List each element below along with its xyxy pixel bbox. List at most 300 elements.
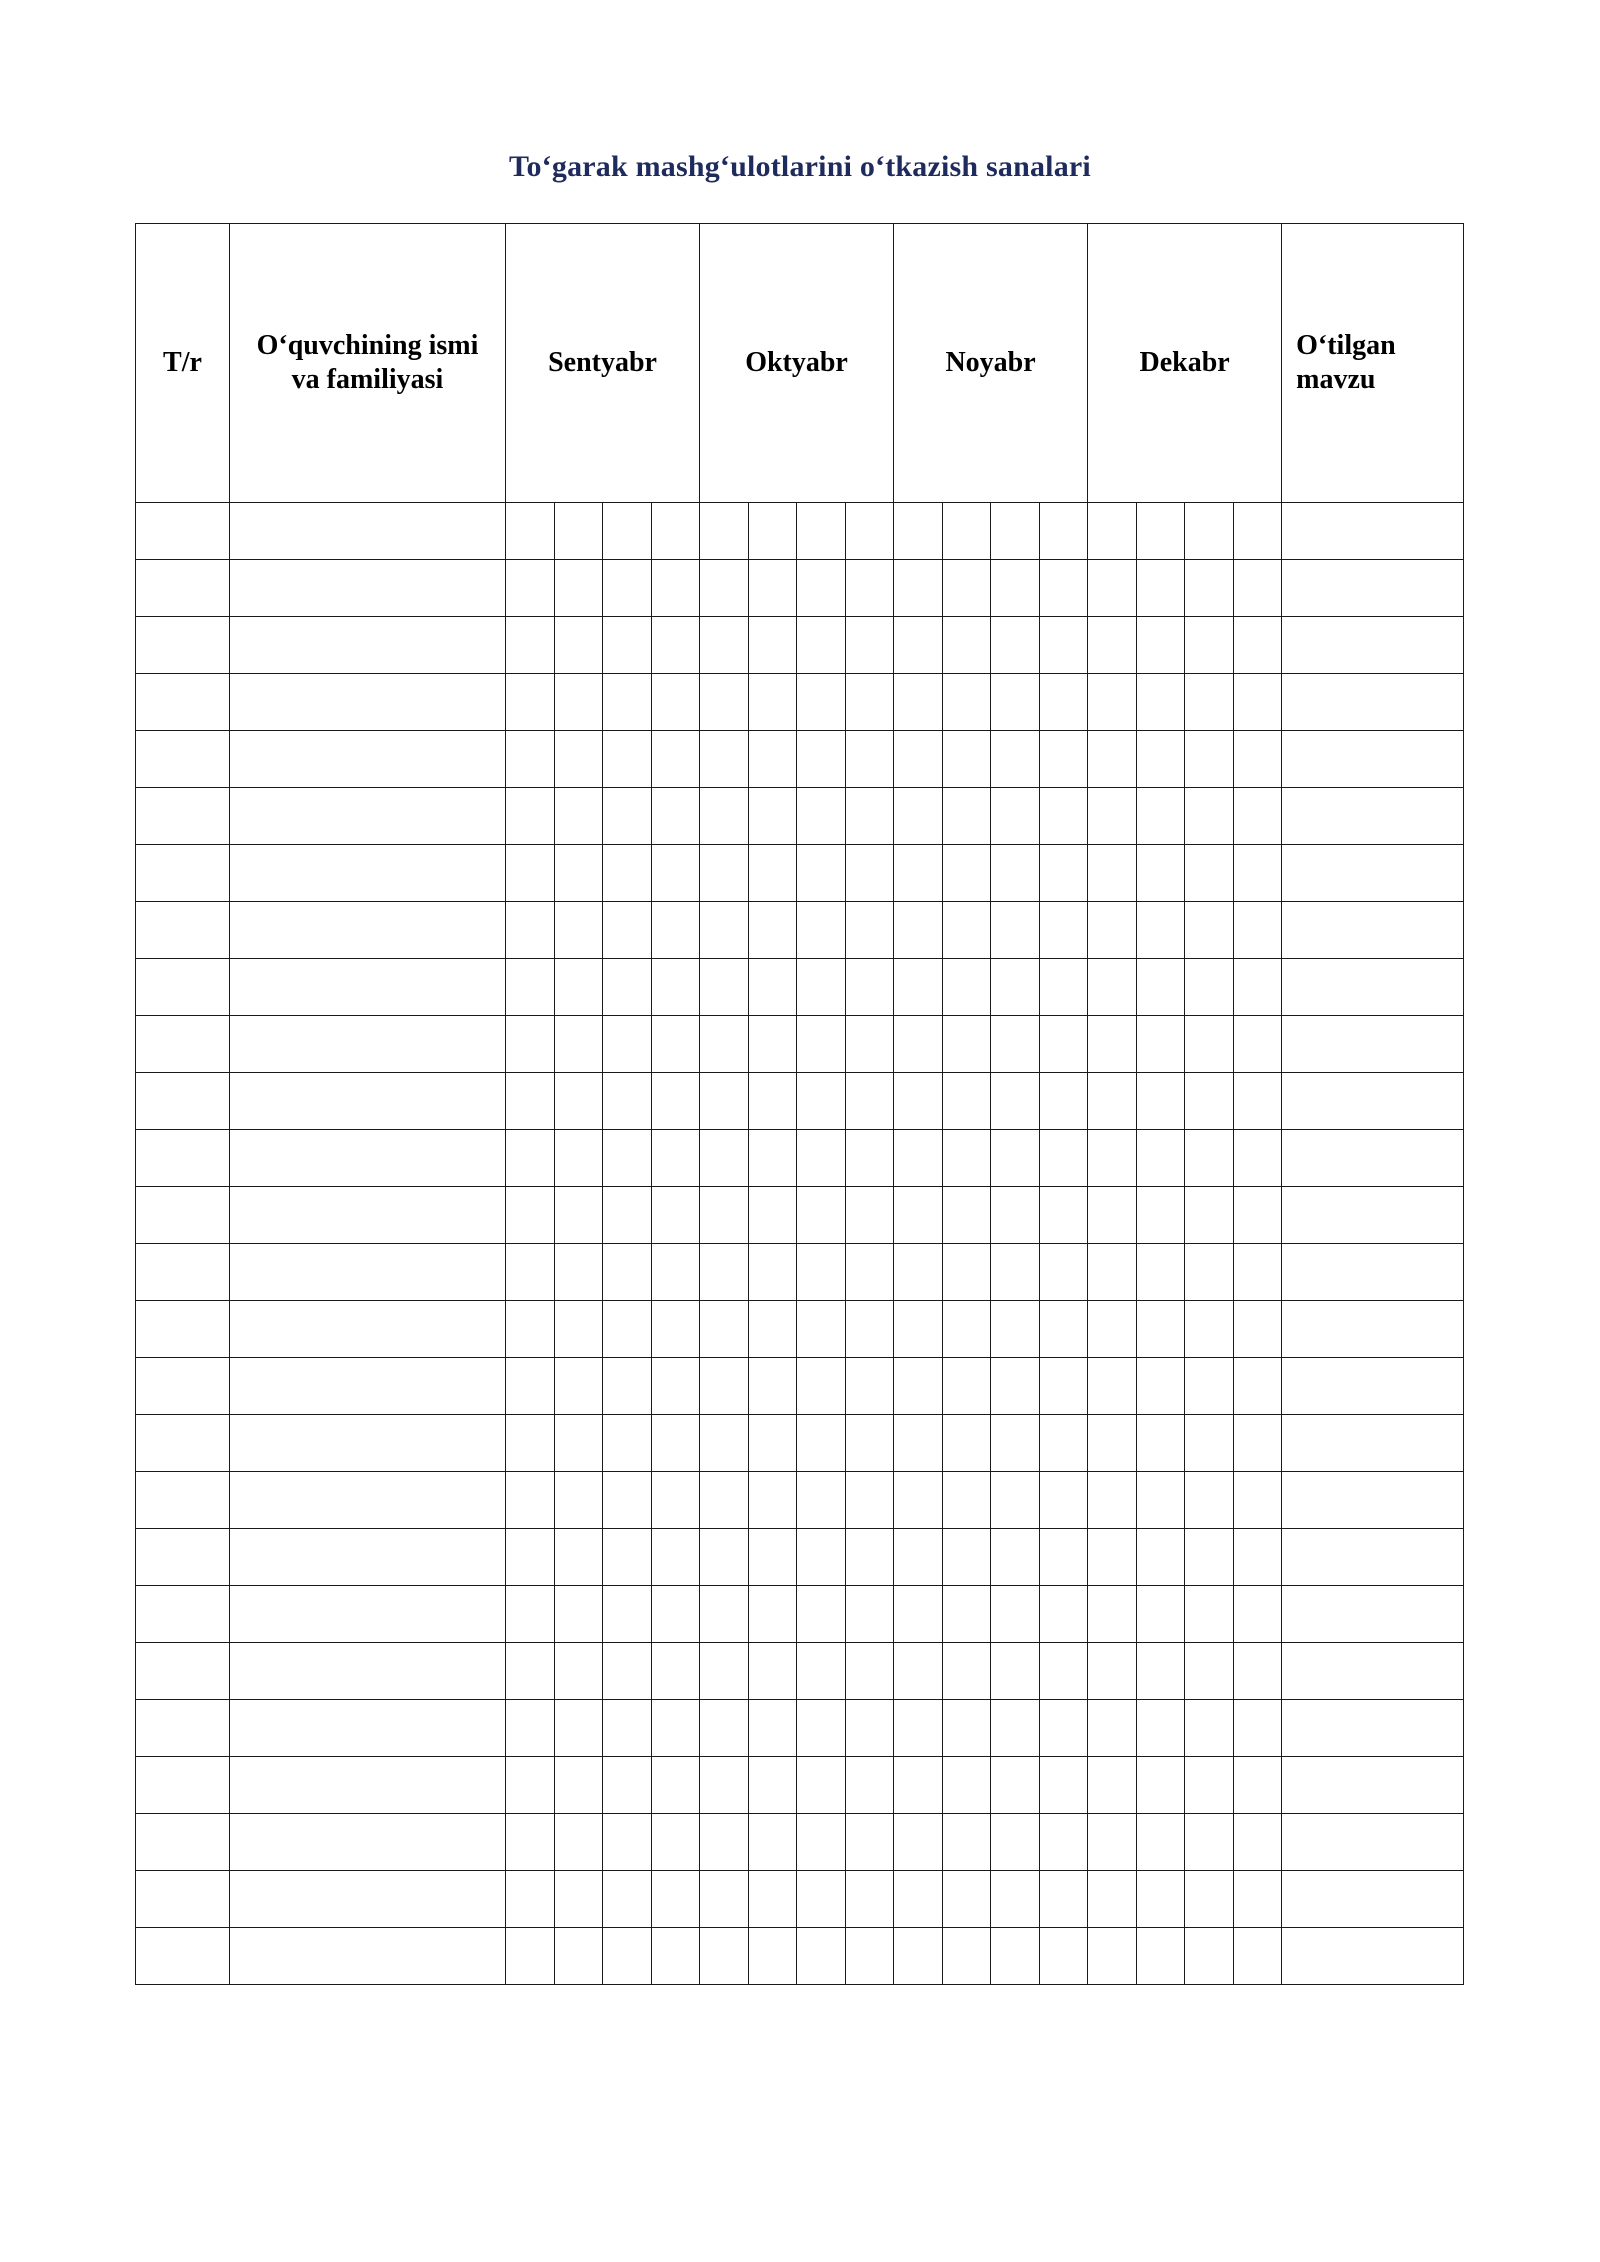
session-date-cell	[748, 845, 797, 902]
session-date-cell	[554, 1814, 603, 1871]
student-name-cell	[230, 1358, 506, 1415]
session-date-cell	[1088, 959, 1137, 1016]
session-date-cell	[1185, 674, 1234, 731]
session-date-cell	[991, 788, 1040, 845]
session-date-cell	[1233, 1928, 1282, 1985]
session-date-cell	[1088, 674, 1137, 731]
session-date-cell	[1185, 1586, 1234, 1643]
student-name-cell	[230, 1586, 506, 1643]
student-name-cell	[230, 1871, 506, 1928]
session-date-cell	[554, 845, 603, 902]
session-date-cell	[797, 1529, 846, 1586]
session-date-cell	[942, 1757, 991, 1814]
session-date-cell	[700, 788, 749, 845]
session-date-cell	[1088, 1643, 1137, 1700]
session-date-cell	[991, 1301, 1040, 1358]
session-date-cell	[748, 1529, 797, 1586]
session-date-cell	[603, 1814, 652, 1871]
session-date-cell	[748, 674, 797, 731]
session-date-cell	[651, 845, 700, 902]
row-number-cell	[136, 959, 230, 1016]
topic-cell	[1282, 1529, 1464, 1586]
session-date-cell	[797, 674, 846, 731]
session-date-cell	[1136, 1073, 1185, 1130]
session-date-cell	[1088, 1814, 1137, 1871]
session-date-cell	[1088, 1187, 1137, 1244]
topic-cell	[1282, 674, 1464, 731]
row-number-cell	[136, 1586, 230, 1643]
session-date-cell	[845, 1472, 894, 1529]
session-date-cell	[700, 1529, 749, 1586]
session-date-cell	[554, 674, 603, 731]
session-date-cell	[1136, 959, 1185, 1016]
session-date-cell	[991, 1928, 1040, 1985]
session-date-cell	[991, 902, 1040, 959]
session-date-cell	[845, 1643, 894, 1700]
session-date-cell	[845, 731, 894, 788]
topic-cell	[1282, 1472, 1464, 1529]
student-name-cell	[230, 1757, 506, 1814]
session-date-cell	[748, 959, 797, 1016]
session-date-cell	[1039, 959, 1088, 1016]
session-date-cell	[1233, 731, 1282, 788]
session-date-cell	[942, 560, 991, 617]
topic-cell	[1282, 1586, 1464, 1643]
session-date-cell	[554, 1073, 603, 1130]
session-date-cell	[797, 1244, 846, 1301]
session-date-cell	[554, 788, 603, 845]
row-number-cell	[136, 1814, 230, 1871]
session-date-cell	[748, 902, 797, 959]
session-date-cell	[700, 674, 749, 731]
session-date-cell	[1088, 1757, 1137, 1814]
session-date-cell	[1233, 845, 1282, 902]
student-name-cell	[230, 1643, 506, 1700]
session-date-cell	[942, 1244, 991, 1301]
session-date-cell	[1185, 845, 1234, 902]
session-date-cell	[845, 560, 894, 617]
session-date-cell	[845, 1871, 894, 1928]
session-date-cell	[942, 1928, 991, 1985]
session-date-cell	[603, 617, 652, 674]
session-date-cell	[942, 503, 991, 560]
table-row	[136, 959, 1464, 1016]
session-date-cell	[942, 617, 991, 674]
session-date-cell	[1185, 788, 1234, 845]
table-row	[136, 1643, 1464, 1700]
session-date-cell	[700, 1586, 749, 1643]
table-row	[136, 1871, 1464, 1928]
session-date-cell	[797, 902, 846, 959]
session-date-cell	[1039, 1358, 1088, 1415]
session-date-cell	[506, 1130, 555, 1187]
table-row	[136, 503, 1464, 560]
topic-cell	[1282, 1643, 1464, 1700]
session-date-cell	[651, 1757, 700, 1814]
session-date-cell	[991, 1073, 1040, 1130]
row-number-cell	[136, 1415, 230, 1472]
session-date-cell	[1136, 1187, 1185, 1244]
session-date-cell	[506, 959, 555, 1016]
session-date-cell	[700, 845, 749, 902]
session-date-cell	[603, 788, 652, 845]
session-date-cell	[1185, 1187, 1234, 1244]
row-number-cell	[136, 560, 230, 617]
session-date-cell	[1039, 1301, 1088, 1358]
table-row	[136, 731, 1464, 788]
session-date-cell	[1185, 1415, 1234, 1472]
session-date-cell	[506, 1928, 555, 1985]
session-date-cell	[1039, 617, 1088, 674]
topic-cell	[1282, 1358, 1464, 1415]
topic-cell	[1282, 503, 1464, 560]
session-date-cell	[1039, 1472, 1088, 1529]
session-date-cell	[942, 1871, 991, 1928]
session-date-cell	[506, 560, 555, 617]
session-date-cell	[991, 1472, 1040, 1529]
student-name-cell	[230, 503, 506, 560]
session-date-cell	[894, 1586, 943, 1643]
session-date-cell	[1136, 1415, 1185, 1472]
student-name-cell	[230, 1073, 506, 1130]
session-date-cell	[651, 674, 700, 731]
session-date-cell	[845, 1757, 894, 1814]
session-date-cell	[700, 1814, 749, 1871]
session-date-cell	[700, 1016, 749, 1073]
row-number-cell	[136, 1871, 230, 1928]
session-date-cell	[991, 845, 1040, 902]
session-date-cell	[651, 1415, 700, 1472]
session-date-cell	[700, 1871, 749, 1928]
session-date-cell	[506, 1415, 555, 1472]
row-number-cell	[136, 1073, 230, 1130]
table-row	[136, 674, 1464, 731]
session-date-cell	[506, 902, 555, 959]
session-date-cell	[1136, 1643, 1185, 1700]
table-row	[136, 1928, 1464, 1985]
header-student-name	[230, 224, 506, 503]
session-date-cell	[1233, 1586, 1282, 1643]
session-date-cell	[845, 1700, 894, 1757]
session-date-cell	[603, 1586, 652, 1643]
session-date-cell	[1185, 1757, 1234, 1814]
session-date-cell	[748, 1358, 797, 1415]
session-date-cell	[845, 1415, 894, 1472]
session-date-cell	[1233, 1871, 1282, 1928]
session-date-cell	[1233, 902, 1282, 959]
session-date-cell	[1233, 1016, 1282, 1073]
session-date-cell	[1039, 788, 1088, 845]
session-date-cell	[651, 560, 700, 617]
session-date-cell	[1233, 1187, 1282, 1244]
table-row	[136, 560, 1464, 617]
topic-cell	[1282, 1244, 1464, 1301]
session-date-cell	[1136, 1016, 1185, 1073]
session-date-cell	[942, 1700, 991, 1757]
session-date-cell	[1136, 1130, 1185, 1187]
session-date-cell	[797, 731, 846, 788]
session-date-cell	[700, 1073, 749, 1130]
session-date-cell	[894, 959, 943, 1016]
session-date-cell	[1233, 674, 1282, 731]
session-date-cell	[603, 1130, 652, 1187]
row-number-cell	[136, 674, 230, 731]
session-date-cell	[942, 674, 991, 731]
session-date-cell	[603, 1529, 652, 1586]
session-date-cell	[748, 1244, 797, 1301]
header-topic-line2: mavzu	[1296, 364, 1376, 395]
session-date-cell	[991, 674, 1040, 731]
session-date-cell	[1185, 503, 1234, 560]
header-month-oktyabr: Oktyabr	[700, 224, 894, 503]
session-date-cell	[991, 731, 1040, 788]
session-date-cell	[603, 560, 652, 617]
student-name-cell	[230, 1814, 506, 1871]
session-date-cell	[894, 731, 943, 788]
session-date-cell	[1233, 560, 1282, 617]
session-date-cell	[700, 1301, 749, 1358]
session-date-cell	[991, 617, 1040, 674]
session-date-cell	[845, 674, 894, 731]
session-date-cell	[506, 503, 555, 560]
topic-cell	[1282, 1928, 1464, 1985]
topic-cell	[1282, 902, 1464, 959]
session-date-cell	[748, 1871, 797, 1928]
row-number-cell	[136, 1472, 230, 1529]
session-date-cell	[1088, 1358, 1137, 1415]
session-date-cell	[797, 845, 846, 902]
row-number-cell	[136, 902, 230, 959]
topic-cell	[1282, 560, 1464, 617]
session-date-cell	[506, 1643, 555, 1700]
session-date-cell	[651, 503, 700, 560]
session-date-cell	[554, 1016, 603, 1073]
session-date-cell	[651, 1130, 700, 1187]
session-date-cell	[991, 1871, 1040, 1928]
header-topic	[1282, 224, 1464, 503]
session-date-cell	[894, 1700, 943, 1757]
session-date-cell	[1088, 1016, 1137, 1073]
table-row	[136, 1529, 1464, 1586]
table-row	[136, 1472, 1464, 1529]
session-date-cell	[603, 674, 652, 731]
session-date-cell	[797, 959, 846, 1016]
document-title: To‘garak mashg‘ulotlarini o‘tkazish sanalari	[509, 150, 1091, 183]
session-date-cell	[748, 1187, 797, 1244]
session-date-cell	[651, 1016, 700, 1073]
session-date-cell	[506, 788, 555, 845]
session-date-cell	[991, 1643, 1040, 1700]
session-date-cell	[797, 1073, 846, 1130]
session-date-cell	[1233, 1301, 1282, 1358]
session-date-cell	[1233, 1073, 1282, 1130]
topic-cell	[1282, 1187, 1464, 1244]
topic-cell	[1282, 1871, 1464, 1928]
table-row	[136, 1073, 1464, 1130]
session-date-cell	[797, 1643, 846, 1700]
session-date-cell	[1136, 1472, 1185, 1529]
session-date-cell	[1185, 1871, 1234, 1928]
session-date-cell	[554, 1586, 603, 1643]
session-date-cell	[700, 1415, 749, 1472]
table-row	[136, 1700, 1464, 1757]
session-date-cell	[1136, 1586, 1185, 1643]
session-date-cell	[1088, 560, 1137, 617]
session-date-cell	[1088, 1529, 1137, 1586]
session-date-cell	[845, 1187, 894, 1244]
session-date-cell	[1088, 617, 1137, 674]
session-date-cell	[506, 845, 555, 902]
session-date-cell	[603, 1472, 652, 1529]
session-date-cell	[1088, 1472, 1137, 1529]
session-date-cell	[603, 1871, 652, 1928]
session-date-cell	[894, 1358, 943, 1415]
session-date-cell	[797, 1700, 846, 1757]
session-date-cell	[700, 617, 749, 674]
row-number-cell	[136, 1700, 230, 1757]
session-date-cell	[700, 1187, 749, 1244]
session-date-cell	[894, 1871, 943, 1928]
session-date-cell	[942, 1529, 991, 1586]
session-date-cell	[1136, 902, 1185, 959]
session-date-cell	[942, 1187, 991, 1244]
session-date-cell	[1185, 731, 1234, 788]
session-date-cell	[1185, 1301, 1234, 1358]
table-row	[136, 902, 1464, 959]
session-date-cell	[554, 731, 603, 788]
header-month-dekabr: Dekabr	[1088, 224, 1282, 503]
session-date-cell	[845, 617, 894, 674]
row-number-cell	[136, 503, 230, 560]
student-name-cell	[230, 788, 506, 845]
session-date-cell	[1039, 1187, 1088, 1244]
header-number: T/r	[136, 224, 230, 503]
session-date-cell	[554, 1244, 603, 1301]
session-date-cell	[700, 560, 749, 617]
session-date-cell	[894, 1415, 943, 1472]
session-date-cell	[748, 1586, 797, 1643]
session-date-cell	[845, 503, 894, 560]
session-date-cell	[894, 1643, 943, 1700]
session-date-cell	[603, 902, 652, 959]
row-number-cell	[136, 1529, 230, 1586]
header-month-noyabr: Noyabr	[894, 224, 1088, 503]
student-name-cell	[230, 1928, 506, 1985]
topic-cell	[1282, 617, 1464, 674]
session-date-cell	[603, 1358, 652, 1415]
student-name-cell	[230, 1529, 506, 1586]
session-date-cell	[1088, 503, 1137, 560]
session-date-cell	[894, 1244, 943, 1301]
session-date-cell	[506, 731, 555, 788]
session-date-cell	[700, 1700, 749, 1757]
session-date-cell	[748, 1814, 797, 1871]
session-date-cell	[942, 1472, 991, 1529]
session-date-cell	[1185, 1928, 1234, 1985]
session-date-cell	[554, 1358, 603, 1415]
session-date-cell	[894, 845, 943, 902]
session-date-cell	[894, 788, 943, 845]
session-date-cell	[1088, 1415, 1137, 1472]
topic-cell	[1282, 1814, 1464, 1871]
session-date-cell	[554, 1187, 603, 1244]
student-name-cell	[230, 1130, 506, 1187]
session-date-cell	[1136, 1814, 1185, 1871]
session-date-cell	[797, 1472, 846, 1529]
session-date-cell	[1136, 1529, 1185, 1586]
row-number-cell	[136, 731, 230, 788]
session-date-cell	[845, 1529, 894, 1586]
session-date-cell	[603, 503, 652, 560]
table-row	[136, 1814, 1464, 1871]
session-date-cell	[845, 1814, 894, 1871]
session-date-cell	[1233, 1643, 1282, 1700]
session-date-cell	[797, 503, 846, 560]
session-date-cell	[797, 1130, 846, 1187]
session-date-cell	[1136, 674, 1185, 731]
session-date-cell	[748, 1130, 797, 1187]
session-date-cell	[651, 1871, 700, 1928]
topic-cell	[1282, 1130, 1464, 1187]
row-number-cell	[136, 1130, 230, 1187]
session-date-cell	[991, 1244, 1040, 1301]
session-date-cell	[651, 1244, 700, 1301]
session-date-cell	[1039, 1529, 1088, 1586]
session-date-cell	[991, 1415, 1040, 1472]
topic-cell	[1282, 959, 1464, 1016]
session-date-cell	[700, 1643, 749, 1700]
session-date-cell	[700, 1928, 749, 1985]
session-date-cell	[603, 1643, 652, 1700]
session-date-cell	[797, 1301, 846, 1358]
session-date-cell	[894, 902, 943, 959]
student-name-cell	[230, 674, 506, 731]
session-date-cell	[651, 1643, 700, 1700]
session-date-cell	[1039, 1757, 1088, 1814]
session-date-cell	[1185, 617, 1234, 674]
session-date-cell	[506, 1871, 555, 1928]
session-date-cell	[748, 731, 797, 788]
session-date-cell	[797, 1016, 846, 1073]
session-date-cell	[1088, 1928, 1137, 1985]
row-number-cell	[136, 1928, 230, 1985]
session-date-cell	[748, 1073, 797, 1130]
session-date-cell	[651, 1472, 700, 1529]
session-date-cell	[797, 617, 846, 674]
session-date-cell	[797, 1928, 846, 1985]
session-date-cell	[700, 503, 749, 560]
session-date-cell	[651, 1187, 700, 1244]
session-date-cell	[748, 560, 797, 617]
session-date-cell	[1233, 788, 1282, 845]
session-date-cell	[554, 1928, 603, 1985]
session-date-cell	[1039, 674, 1088, 731]
session-date-cell	[1088, 1301, 1137, 1358]
header-month-sentyabr: Sentyabr	[506, 224, 700, 503]
session-date-cell	[748, 1643, 797, 1700]
topic-cell	[1282, 1700, 1464, 1757]
row-number-cell	[136, 1301, 230, 1358]
session-date-cell	[991, 1700, 1040, 1757]
session-date-cell	[1185, 1244, 1234, 1301]
session-date-cell	[1233, 1529, 1282, 1586]
session-date-cell	[651, 617, 700, 674]
session-date-cell	[942, 845, 991, 902]
session-date-cell	[845, 845, 894, 902]
row-number-cell	[136, 845, 230, 902]
student-name-cell	[230, 731, 506, 788]
row-number-cell	[136, 1244, 230, 1301]
